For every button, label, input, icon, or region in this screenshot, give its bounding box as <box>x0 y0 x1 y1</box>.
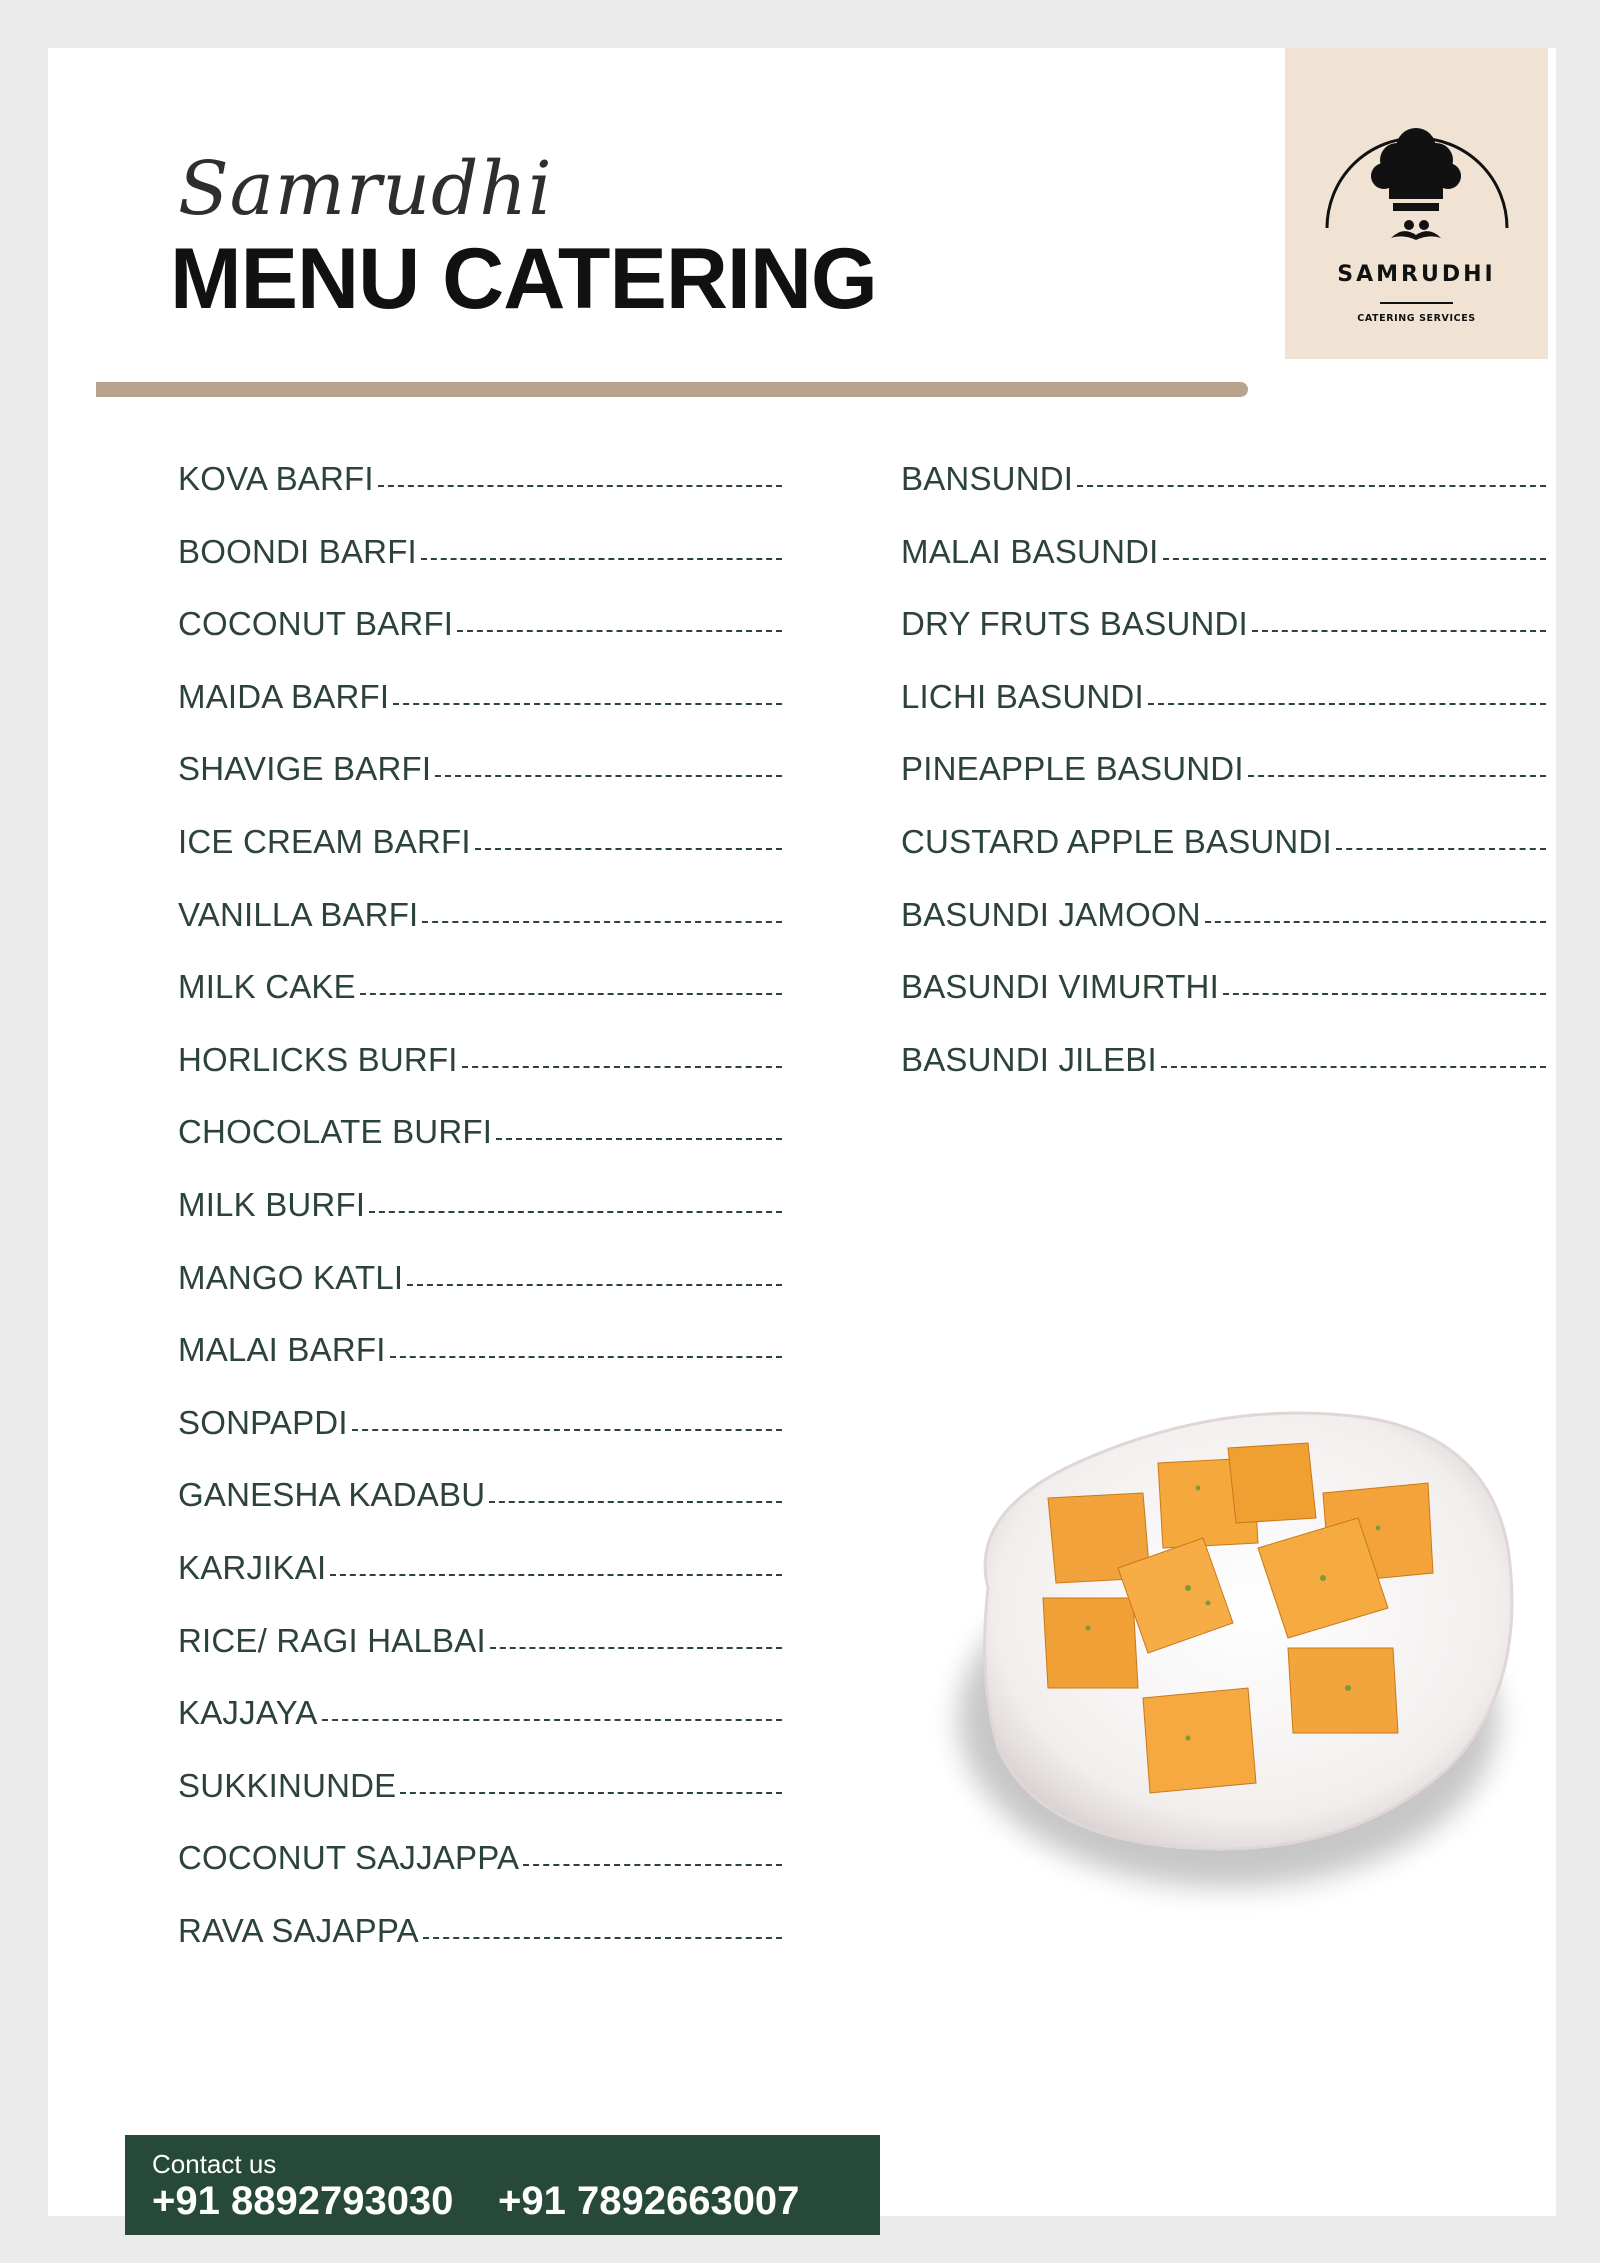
menu-item-name: SHAVIGE BARFI <box>178 750 432 788</box>
menu-item-name: MANGO KATLI <box>178 1258 404 1296</box>
menu-item <box>178 605 782 678</box>
menu-item-name: CHOCOLATE BURFI <box>178 1113 493 1151</box>
menu-item <box>178 750 782 823</box>
menu-item-leader <box>400 1792 782 1794</box>
menu-item-leader <box>457 630 782 632</box>
menu-item-leader <box>1148 703 1546 705</box>
menu-item-leader <box>352 1429 782 1431</box>
menu-item-leader <box>1223 993 1546 995</box>
sweets-plate-image <box>928 1388 1528 1948</box>
menu-item-leader <box>1205 921 1546 923</box>
contact-label: Contact us <box>152 2149 277 2179</box>
menu-item-leader <box>1077 485 1546 487</box>
menu-item-name: BANSUNDI <box>901 460 1074 497</box>
menu-item <box>901 533 1546 606</box>
menu-item-name: HORLICKS BURFI <box>178 1040 458 1078</box>
menu-item-name: MAIDA BARFI <box>178 677 390 715</box>
menu-item-name: RICE/ RAGI HALBAI <box>178 1621 486 1659</box>
menu-item-name: MILK CAKE <box>178 968 356 1006</box>
menu-item <box>178 1041 782 1114</box>
menu-item <box>901 823 1546 896</box>
menu-item <box>178 1694 782 1767</box>
menu-item-leader <box>322 1719 782 1721</box>
menu-item <box>178 1186 782 1259</box>
menu-item <box>901 750 1546 823</box>
menu-item-leader <box>378 485 782 487</box>
menu-item-leader <box>369 1211 782 1213</box>
menu-page <box>48 48 1556 2223</box>
menu-item-name: RAVA SAJAPPA <box>178 1911 419 1949</box>
menu-item-leader <box>393 703 782 705</box>
menu-item <box>901 605 1546 678</box>
menu-item-leader <box>330 1574 782 1576</box>
header-divider <box>96 382 1248 397</box>
menu-item <box>901 678 1546 751</box>
menu-item <box>901 1041 1546 1114</box>
menu-list-left <box>178 460 782 1984</box>
menu-item-name: PINEAPPLE BASUNDI <box>901 750 1244 788</box>
menu-item <box>178 1476 782 1549</box>
menu-item-name: BASUNDI JILEBI <box>901 1040 1157 1078</box>
menu-item-leader <box>1248 775 1546 777</box>
menu-item-leader <box>489 1501 782 1503</box>
menu-item-leader <box>421 558 782 560</box>
logo <box>1285 48 1548 359</box>
menu-item-leader <box>1252 630 1546 632</box>
menu-item <box>901 460 1546 533</box>
menu-item <box>178 896 782 969</box>
menu-item <box>178 1331 782 1404</box>
menu-item-name: VANILLA BARFI <box>178 895 419 933</box>
menu-item-leader <box>475 848 782 850</box>
menu-item-name: MALAI BASUNDI <box>901 532 1159 570</box>
menu-item-leader <box>360 993 782 995</box>
menu-item-name: BASUNDI JAMOON <box>901 895 1201 933</box>
menu-item <box>178 1259 782 1332</box>
menu-item <box>178 1912 782 1985</box>
menu-item-name: KOVA BARFI <box>178 460 374 497</box>
menu-item <box>178 823 782 896</box>
menu-item-leader <box>1161 1066 1546 1068</box>
menu-item-leader <box>490 1647 782 1649</box>
phone-number-1[interactable]: +91 8892793030 <box>152 2179 454 2223</box>
menu-item-name: KAJJAYA <box>178 1694 318 1732</box>
brand-script-title: Samrudhi <box>178 146 553 232</box>
menu-item <box>178 533 782 606</box>
menu-item-name: SONPAPDI <box>178 1403 348 1441</box>
menu-item-leader <box>423 1937 782 1939</box>
menu-item-name: GANESHA KADABU <box>178 1476 486 1514</box>
menu-item <box>178 1622 782 1695</box>
menu-item-name: COCONUT SAJJAPPA <box>178 1839 520 1877</box>
menu-item-name: ICE CREAM BARFI <box>178 822 471 860</box>
menu-item-leader <box>390 1356 782 1358</box>
menu-item <box>178 1839 782 1912</box>
menu-item-leader <box>462 1066 782 1068</box>
phone-number-2[interactable]: +91 7892663007 <box>498 2179 800 2223</box>
menu-item-name: BOONDI BARFI <box>178 532 417 570</box>
menu-item-leader <box>523 1864 782 1866</box>
menu-item-name: SUKKINUNDE <box>178 1766 397 1804</box>
menu-item <box>178 1113 782 1186</box>
logo-divider <box>1380 302 1453 304</box>
menu-item <box>178 678 782 751</box>
page-title: MENU CATERING <box>170 231 877 327</box>
menu-item-leader <box>1163 558 1547 560</box>
logo-tagline: CATERING SERVICES <box>1357 313 1476 324</box>
menu-item-leader <box>496 1138 782 1140</box>
menu-item <box>178 460 782 533</box>
menu-item-leader <box>435 775 782 777</box>
logo-name: SAMRUDHI <box>1337 262 1496 287</box>
menu-item <box>178 968 782 1041</box>
contact-box <box>125 2135 880 2235</box>
menu-item-name: COCONUT BARFI <box>178 605 454 643</box>
menu-item <box>178 1404 782 1477</box>
menu-item-leader <box>407 1284 782 1286</box>
menu-item-name: DRY FRUTS BASUNDI <box>901 605 1248 643</box>
menu-list-right <box>901 460 1546 1113</box>
menu-item <box>178 1549 782 1622</box>
menu-item <box>901 968 1546 1041</box>
menu-item <box>901 896 1546 969</box>
menu-item-name: LICHI BASUNDI <box>901 677 1144 715</box>
menu-item-name: MALAI BARFI <box>178 1331 386 1369</box>
menu-item-name: KARJIKAI <box>178 1548 327 1586</box>
menu-item-leader <box>1336 848 1546 850</box>
menu-item-name: CUSTARD APPLE BASUNDI <box>901 822 1332 860</box>
menu-item <box>178 1767 782 1840</box>
menu-item-name: MILK BURFI <box>178 1185 366 1223</box>
menu-item-name: BASUNDI VIMURTHI <box>901 968 1219 1006</box>
menu-item-leader <box>422 921 782 923</box>
